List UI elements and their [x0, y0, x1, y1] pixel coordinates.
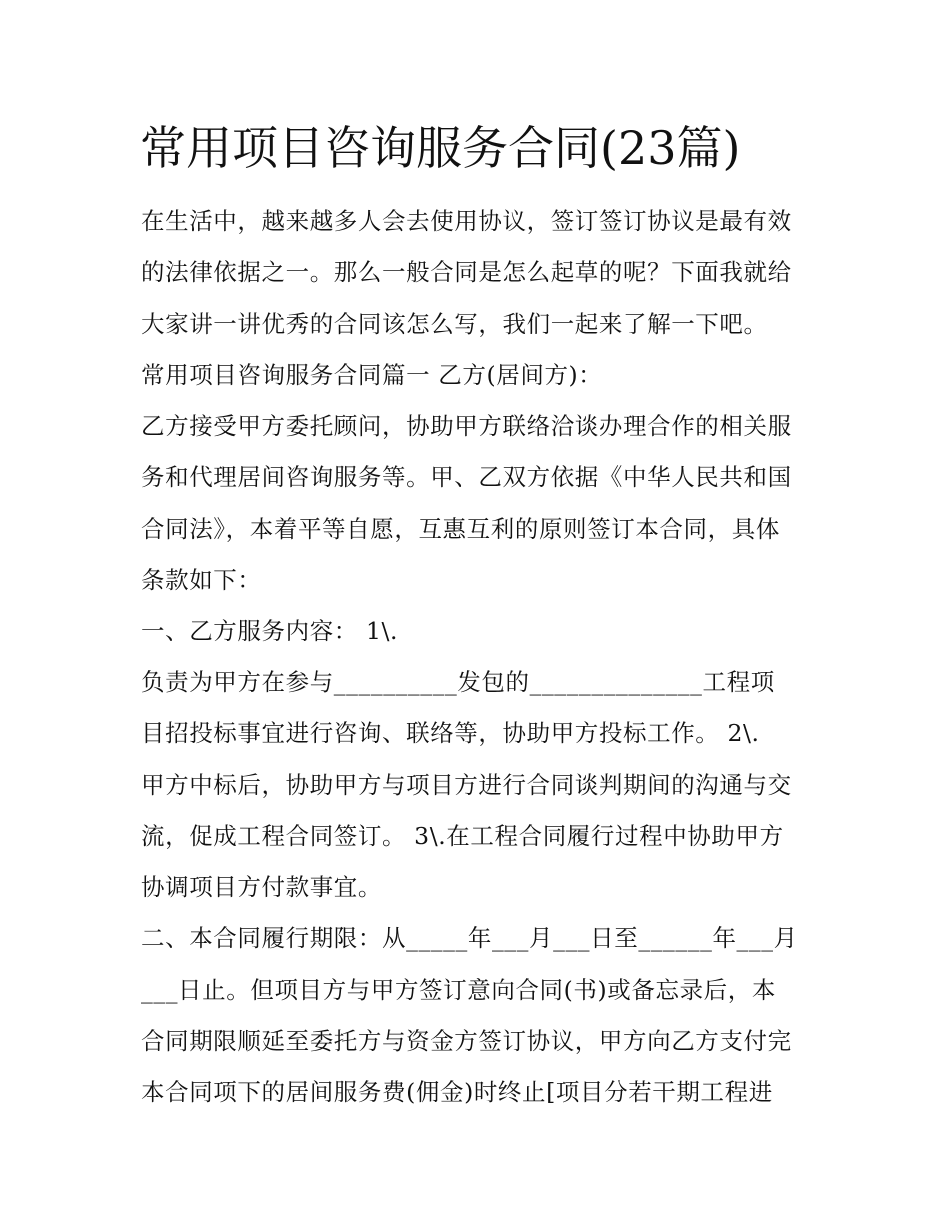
text-line-11: 目招投标事宜进行咨询、联络等，协助甲方投标工作。 2\.	[141, 719, 760, 747]
text-line-15: 二、本合同履行期限：从_____年___月___日至______年___月	[141, 924, 798, 952]
text-line-10: 负责为甲方在参与__________发包的______________工程项	[141, 668, 775, 696]
text-line-14: 协调项目方付款事宜。	[141, 873, 382, 901]
document-title: 常用项目咨询服务合同(23篇)	[140, 121, 741, 175]
text-line-18: 本合同项下的居间服务费(佣金)时终止[项目分若干期工程进	[141, 1078, 773, 1106]
text-line-1: 在生活中，越来越多人会去使用协议，签订签订协议是最有效	[141, 207, 792, 235]
text-line-12: 甲方中标后，协助甲方与项目方进行合同谈判期间的沟通与交	[141, 771, 792, 799]
text-line-9: 一、乙方服务内容： 1\.	[141, 617, 399, 645]
text-line-16: ___日止。但项目方与甲方签订意向合同(书)或备忘录后，本	[141, 976, 776, 1004]
text-line-7: 合同法》，本着平等自愿，互惠互利的原则签订本合同，具体	[141, 515, 780, 543]
text-line-17: 合同期限顺延至委托方与资金方签订协议，甲方向乙方支付完	[141, 1027, 792, 1055]
text-line-3: 大家讲一讲优秀的合同该怎么写，我们一起来了解一下吧。	[141, 310, 768, 338]
text-line-8: 条款如下：	[141, 566, 262, 594]
text-line-4: 常用项目咨询服务合同篇一 乙方(居间方)：	[141, 361, 603, 389]
text-line-13: 流，促成工程合同签订。 3\.在工程合同履行过程中协助甲方	[141, 822, 784, 850]
text-line-2: 的法律依据之一。那么一般合同是怎么起草的呢？下面我就给	[141, 258, 792, 286]
text-line-5: 乙方接受甲方委托顾问，协助甲方联络洽谈办理合作的相关服	[141, 412, 792, 440]
text-line-6: 务和代理居间咨询服务等。甲、乙双方依据《中华人民共和国	[141, 463, 792, 491]
